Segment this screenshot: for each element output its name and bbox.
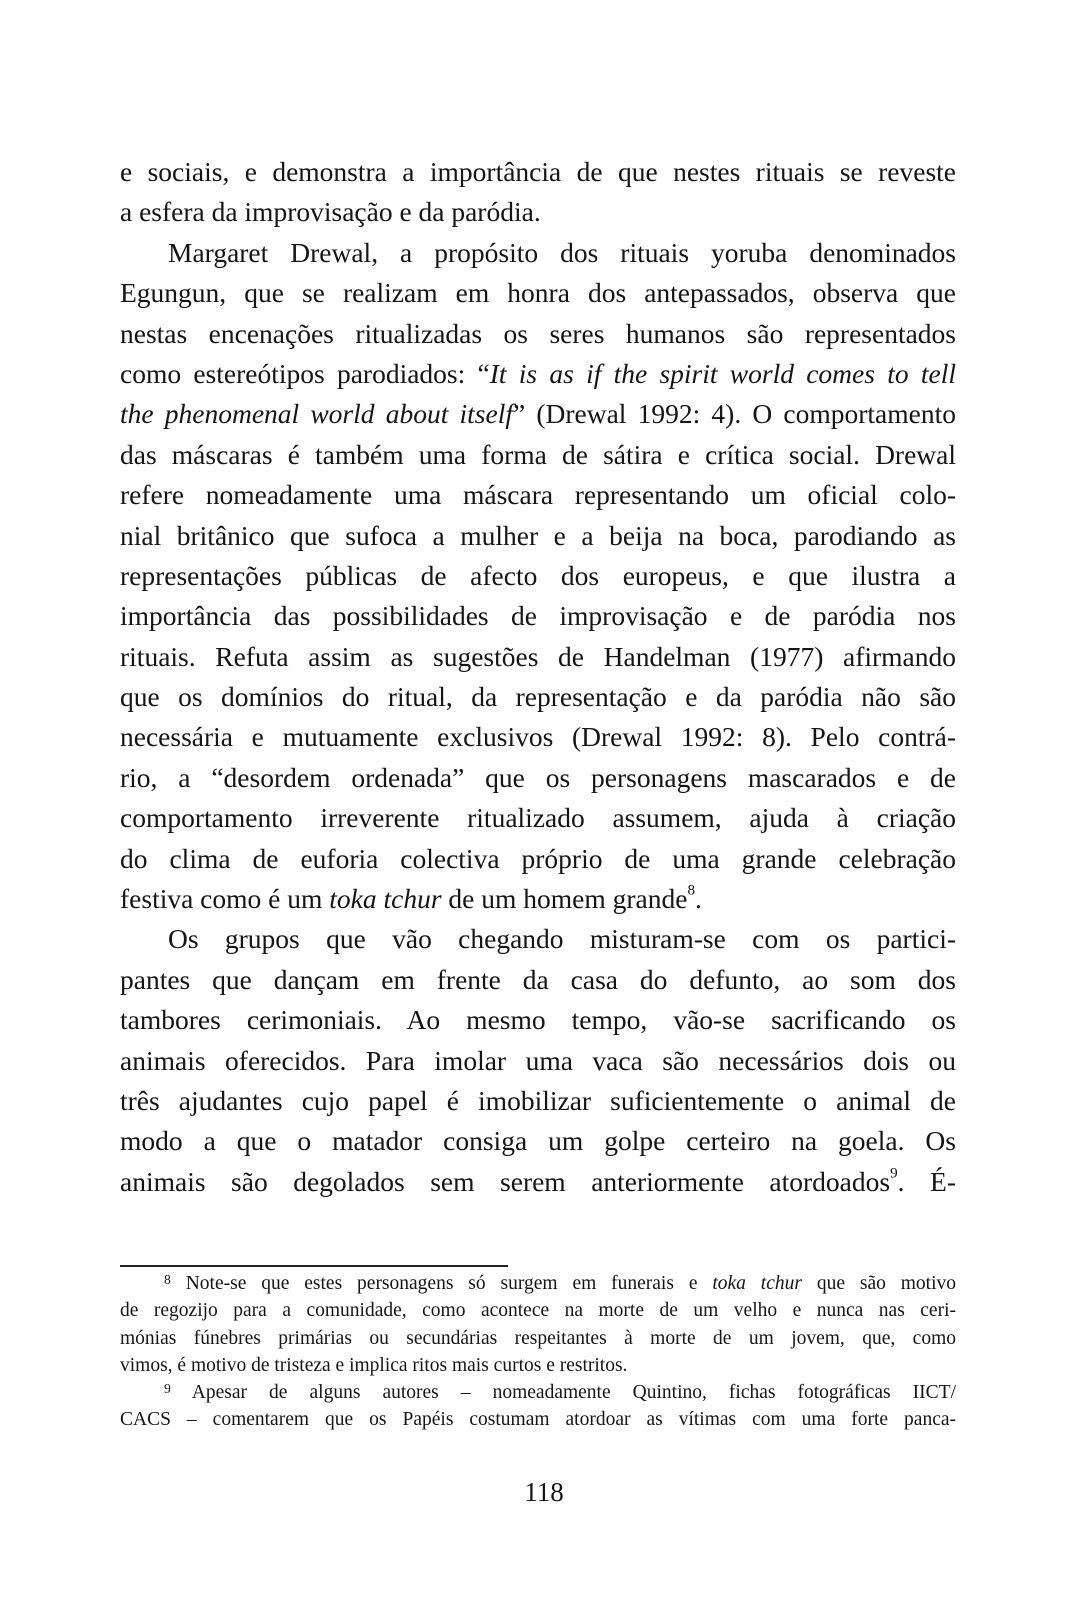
text-line: rio, a “desordem ordenada” que os personagens mascarados e de — [120, 761, 956, 793]
text-line: do clima de euforia colectiva próprio de uma grande celebração — [120, 842, 956, 874]
text-line: das máscaras é também uma forma de sátira e crítica social. Drewal — [120, 438, 956, 470]
text-segment: animais são degolados sem serem anteriormente atordoados — [120, 1165, 891, 1197]
text-line: que os domínios do ritual, da representação e da paródia não são — [120, 681, 956, 713]
text-line: tambores cerimoniais. Ao mesmo tempo, vão-se sacrificando os — [120, 1004, 956, 1036]
body-text — [120, 152, 956, 1202]
text-segment: festiva como é um — [120, 883, 330, 915]
text-line: representações públicas de afecto dos europeus, e que ilustra a — [120, 559, 956, 591]
text-line: pantes que dançam em frente da casa do defunto, ao som dos — [120, 963, 956, 995]
text-line: comportamento irreverente ritualizado assumem, ajuda à criação — [120, 802, 956, 834]
citation: ” (Drewal 1992: 4). O comportamento — [512, 398, 956, 430]
text-segment: como estereótipos parodiados: “ — [120, 357, 490, 389]
text-line: refere nomeadamente uma máscara representando um oficial colo- — [120, 479, 956, 511]
footnote-8-line: de regozijo para a comunidade, como acontece na morte de um velho e nunca nas ceri- — [120, 1300, 956, 1322]
quote-italic: It is as if the spirit world comes to tell — [489, 357, 956, 389]
text-segment: Note-se que estes personagens só surgem em funerais e — [170, 1273, 713, 1294]
footnote-9-line — [120, 1379, 956, 1406]
text-segment: . É- — [897, 1165, 956, 1197]
text-line: e sociais, e demonstra a importância de que nestes rituais se reveste — [120, 156, 956, 187]
footnote-8-line: mónias fúnebres primárias ou secundárias respeitantes à morte de um jovem, que, como — [120, 1327, 956, 1349]
text-line: modo a que o matador consiga um golpe certeiro na goela. Os — [120, 1125, 956, 1157]
quote-italic: the phenomenal world about itself — [120, 398, 513, 430]
text-line: Margaret Drewal, a propósito dos rituais yoruba denominados — [168, 236, 956, 268]
footnote-divider — [120, 1265, 508, 1267]
text-line: nial britânico que sufoca a mulher e a beija na boca, parodiando as — [120, 519, 956, 551]
text-line: Os grupos que vão chegando misturam-se com os partici- — [168, 923, 956, 955]
text-line: necessária e mutuamente exclusivos (Drewal 1992: 8). Pelo contrá- — [120, 721, 956, 753]
footnote-8-line: vimos, é motivo de tristeza e implica ritos mais curtos e restritos. — [120, 1354, 628, 1376]
text-segment: de um homem grande — [441, 883, 688, 915]
text-line: animais oferecidos. Para imolar uma vaca são necessários dois ou — [120, 1044, 956, 1076]
footnote-8-line — [120, 1270, 956, 1297]
text-line — [120, 1162, 956, 1202]
page-number: 118 — [524, 1477, 564, 1507]
footnotes — [120, 1270, 956, 1434]
text-line: Egungun, que se realizam em honra dos antepassados, observa que — [120, 277, 956, 309]
footnote-ref-9[interactable]: 9 — [890, 1165, 898, 1182]
footnote-ref-8[interactable]: 8 — [687, 882, 695, 899]
text-line — [120, 879, 956, 919]
text-line: importância das possibilidades de improvisação e de paródia nos — [120, 600, 956, 632]
term-italic: toka tchur — [712, 1273, 802, 1294]
text-line: nestas encenações ritualizadas os seres humanos são representados — [120, 317, 956, 349]
text-segment: . — [695, 883, 702, 915]
footnote-9-line: CACS – comentarem que os Papéis costumam atordoar as vítimas com uma forte panca- — [120, 1409, 956, 1431]
text-line: rituais. Refuta assim as sugestões de Handelman (1977) afirmando — [120, 640, 956, 672]
term-italic: toka tchur — [329, 883, 442, 915]
text-segment: Apesar de alguns autores – nomeadamente Quintino, fichas fotográficas IICT/ — [170, 1382, 956, 1404]
footnote-8-marker: 8 — [164, 1272, 171, 1288]
text-line — [120, 394, 956, 434]
footnote-9-marker: 9 — [164, 1381, 171, 1397]
text-line — [120, 354, 956, 394]
text-segment: que são motivo — [801, 1273, 957, 1294]
text-line: a esfera da improvisação e da paródia. — [120, 196, 541, 228]
text-line: três ajudantes cujo papel é imobilizar suficientemente o animal de — [120, 1084, 956, 1116]
